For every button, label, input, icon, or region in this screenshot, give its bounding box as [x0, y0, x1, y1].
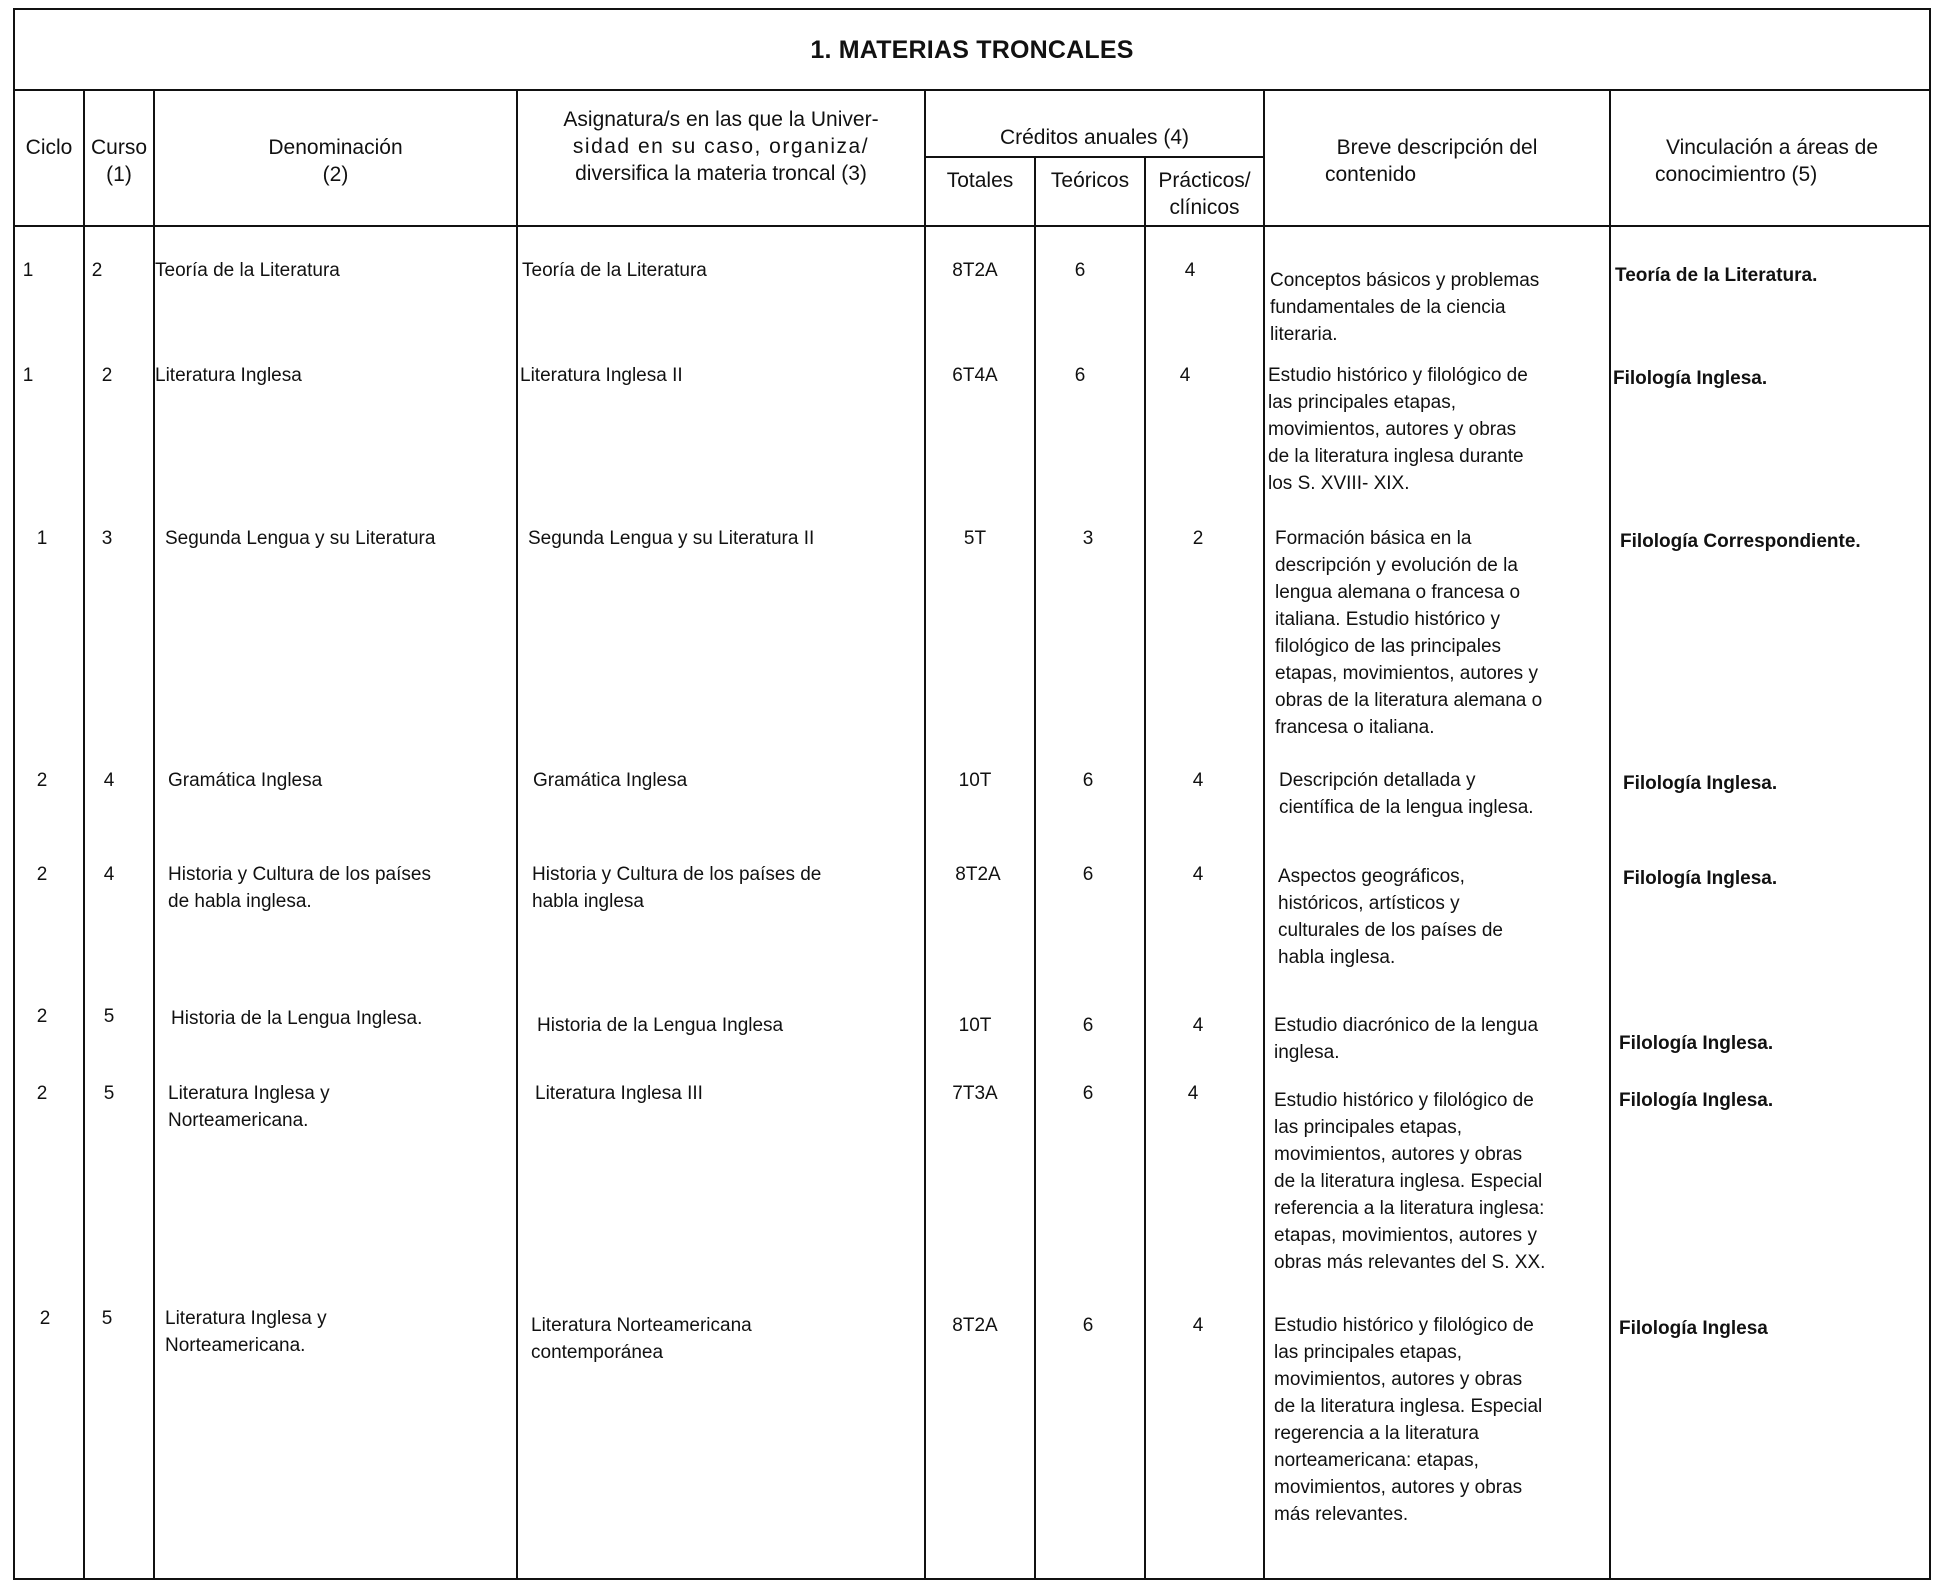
- cell-teoricos: 6: [1074, 260, 1086, 281]
- cell-denominacion: [155, 362, 302, 389]
- cell-line: Literatura Inglesa y: [168, 1083, 330, 1104]
- cell-line: regerencia a la literatura: [1274, 1423, 1479, 1444]
- title-divider: [15, 89, 1929, 91]
- cell-line: los S. XVIII- XIX.: [1268, 473, 1410, 494]
- cell-ciclo: 2: [39, 1308, 51, 1329]
- header-totales: Totales: [946, 169, 1014, 192]
- header-ciclo-label: Ciclo: [25, 136, 73, 159]
- cell-line: Segunda Lengua y su Literatura: [165, 528, 436, 549]
- cell-line: las principales etapas,: [1274, 1117, 1462, 1138]
- creditos-subheader-divider: [924, 156, 1263, 158]
- cell-line: Literatura Inglesa III: [535, 1083, 703, 1104]
- cell-vinculacion: Filología Inglesa.: [1619, 1090, 1774, 1111]
- cell-vinculacion: Filología Inglesa.: [1623, 868, 1778, 889]
- cell-descripcion: [1274, 1087, 1604, 1276]
- cell-line: inglesa.: [1274, 1042, 1340, 1063]
- cell-asignatura: [533, 767, 687, 794]
- cell-totales: 5T: [963, 528, 987, 549]
- header-practicos: [1146, 167, 1263, 221]
- cell-line: italiana. Estudio histórico y: [1275, 609, 1500, 630]
- cell-line: Estudio histórico y filológico de: [1274, 1315, 1534, 1336]
- materias-troncales-table: [13, 8, 1931, 1580]
- header-descripcion: [1265, 134, 1609, 188]
- cell-teoricos: 6: [1082, 1015, 1094, 1036]
- cell-line: Teoría de la Literatura: [155, 260, 340, 281]
- cell-line: habla inglesa: [532, 891, 644, 912]
- cell-curso: 5: [103, 1006, 115, 1027]
- cell-totales: 7T3A: [952, 1083, 998, 1104]
- cell-line: movimientos, autores y obras: [1274, 1369, 1523, 1390]
- cell-practicos: 4: [1192, 1015, 1204, 1036]
- column-divider: [83, 89, 85, 1578]
- cell-line: Norteamericana.: [165, 1335, 306, 1356]
- cell-line: Literatura Inglesa II: [520, 365, 683, 386]
- cell-teoricos: 6: [1082, 864, 1094, 885]
- cell-ciclo: 1: [22, 365, 34, 386]
- cell-descripcion: [1274, 1012, 1604, 1066]
- cell-line: movimientos, autores y obras: [1274, 1144, 1523, 1165]
- cell-practicos: 4: [1192, 864, 1204, 885]
- cell-asignatura: [532, 861, 821, 915]
- cell-denominacion: [171, 1005, 422, 1032]
- cell-ciclo: 2: [36, 1006, 48, 1027]
- column-divider: [924, 89, 926, 1578]
- column-divider: [1144, 156, 1146, 1578]
- cell-line: Literatura Inglesa y: [165, 1308, 327, 1329]
- cell-line: obras de la literatura alemana o: [1275, 690, 1543, 711]
- cell-line: Estudio histórico y filológico de: [1274, 1090, 1534, 1111]
- cell-teoricos: 6: [1082, 770, 1094, 791]
- header-descripcion-line: contenido: [1325, 163, 1417, 186]
- cell-line: Gramática Inglesa: [533, 770, 688, 791]
- cell-descripcion: [1275, 525, 1605, 741]
- cell-line: Estudio diacrónico de la lengua: [1274, 1015, 1539, 1036]
- cell-asignatura: [531, 1312, 752, 1366]
- cell-line: Teoría de la Literatura: [522, 260, 707, 281]
- cell-line: etapas, movimientos, autores y: [1274, 1225, 1537, 1246]
- header-teoricos: Teóricos: [1050, 169, 1130, 192]
- header-denominacion: [155, 134, 516, 188]
- header-asignatura: [518, 106, 924, 187]
- cell-vinculacion: Teoría de la Literatura.: [1615, 265, 1818, 286]
- header-vinculacion: [1611, 134, 1933, 188]
- cell-totales: 6T4A: [952, 365, 998, 386]
- header-asignatura-line: sidad en su caso, organiza/: [572, 135, 870, 158]
- cell-line: contemporánea: [531, 1342, 664, 1363]
- cell-line: obras más relevantes del S. XX.: [1274, 1252, 1546, 1273]
- cell-curso: 4: [103, 770, 115, 791]
- cell-line: literaria.: [1270, 324, 1338, 345]
- cell-denominacion: [165, 1305, 327, 1359]
- cell-line: movimientos, autores y obras: [1268, 419, 1517, 440]
- cell-denominacion: [165, 525, 435, 552]
- cell-descripcion: [1270, 267, 1600, 348]
- cell-vinculacion: Filología Inglesa.: [1619, 1033, 1774, 1054]
- header-vinculacion-line: conocimientro (5): [1655, 163, 1818, 186]
- cell-line: científica de la lengua inglesa.: [1279, 797, 1534, 818]
- cell-ciclo: 1: [36, 528, 48, 549]
- cell-line: más relevantes.: [1274, 1504, 1409, 1525]
- cell-line: habla inglesa.: [1278, 947, 1396, 968]
- cell-totales: 8T2A: [952, 260, 998, 281]
- cell-line: Segunda Lengua y su Literatura II: [528, 528, 815, 549]
- cell-denominacion: [168, 1080, 330, 1134]
- cell-ciclo: 2: [36, 770, 48, 791]
- cell-curso: 5: [103, 1083, 115, 1104]
- cell-line: Aspectos geográficos,: [1278, 866, 1465, 887]
- cell-asignatura: [537, 1012, 783, 1039]
- cell-teoricos: 6: [1082, 1315, 1094, 1336]
- cell-descripcion: [1268, 362, 1598, 497]
- cell-teoricos: 3: [1082, 528, 1094, 549]
- cell-line: Estudio histórico y filológico de: [1268, 365, 1528, 386]
- header-vinculacion-line: Vinculación a áreas de: [1665, 136, 1879, 159]
- header-descripcion-line: Breve descripción del: [1336, 136, 1538, 159]
- cell-denominacion: [155, 257, 340, 284]
- cell-line: etapas, movimientos, autores y: [1275, 663, 1538, 684]
- cell-vinculacion: Filología Inglesa.: [1613, 368, 1768, 389]
- cell-teoricos: 6: [1082, 1083, 1094, 1104]
- cell-practicos: 4: [1187, 1083, 1199, 1104]
- cell-line: Norteamericana.: [168, 1110, 309, 1131]
- cell-line: filológico de las principales: [1275, 636, 1502, 657]
- cell-curso: 2: [91, 260, 103, 281]
- cell-line: de habla inglesa.: [168, 891, 312, 912]
- cell-teoricos: 6: [1074, 365, 1086, 386]
- cell-vinculacion: Filología Inglesa.: [1623, 773, 1778, 794]
- cell-line: de la literatura inglesa durante: [1268, 446, 1524, 467]
- cell-totales: 8T2A: [955, 864, 1001, 885]
- cell-vinculacion: Filología Inglesa: [1619, 1318, 1768, 1339]
- header-denominacion-note: (2): [322, 163, 349, 186]
- cell-curso: 4: [103, 864, 115, 885]
- cell-totales: 10T: [958, 770, 992, 791]
- header-denominacion-label: Denominación: [268, 136, 403, 159]
- cell-line: las principales etapas,: [1268, 392, 1456, 413]
- cell-practicos: 4: [1192, 1315, 1204, 1336]
- cell-line: norteamericana: etapas,: [1274, 1450, 1479, 1471]
- cell-curso: 3: [101, 528, 113, 549]
- cell-vinculacion: Filología Correspondiente.: [1620, 531, 1861, 552]
- cell-practicos: 4: [1184, 260, 1196, 281]
- cell-curso: 2: [101, 365, 113, 386]
- cell-ciclo: 2: [36, 864, 48, 885]
- header-curso-label: Curso: [90, 136, 148, 159]
- header-practicos-line: Prácticos/: [1158, 169, 1251, 192]
- cell-line: Conceptos básicos y problemas: [1270, 270, 1540, 291]
- cell-line: descripción y evolución de la: [1275, 555, 1518, 576]
- cell-ciclo: 2: [36, 1083, 48, 1104]
- cell-line: Formación básica en la: [1275, 528, 1472, 549]
- cell-denominacion: [168, 767, 322, 794]
- cell-totales: 8T2A: [952, 1315, 998, 1336]
- cell-line: fundamentales de la ciencia: [1270, 297, 1506, 318]
- cell-line: Historia y Cultura de los países: [168, 864, 431, 885]
- header-curso-note: (1): [106, 163, 132, 186]
- cell-denominacion: [168, 861, 431, 915]
- cell-asignatura: [535, 1080, 703, 1107]
- column-divider: [1609, 89, 1611, 1578]
- cell-line: Literatura Norteamericana: [531, 1315, 752, 1336]
- header-curso: [85, 134, 153, 188]
- column-divider: [153, 89, 155, 1578]
- cell-line: francesa o italiana.: [1275, 717, 1435, 738]
- cell-asignatura: [528, 525, 814, 552]
- header-asignatura-line: diversifica la materia troncal (3): [575, 162, 867, 185]
- cell-line: movimientos, autores y obras: [1274, 1477, 1523, 1498]
- cell-line: de la literatura inglesa. Especial: [1274, 1396, 1543, 1417]
- header-creditos: Créditos anuales (4): [999, 126, 1190, 149]
- cell-asignatura: [520, 362, 683, 389]
- cell-line: Historia de la Lengua Inglesa.: [171, 1008, 423, 1029]
- cell-totales: 10T: [958, 1015, 992, 1036]
- column-divider: [1034, 156, 1036, 1578]
- cell-practicos: 2: [1192, 528, 1204, 549]
- column-divider: [1263, 89, 1265, 1578]
- header-ciclo: [15, 134, 83, 161]
- cell-line: de la literatura inglesa. Especial: [1274, 1171, 1543, 1192]
- header-asignatura-line: Asignatura/s en las que la Univer-: [563, 108, 879, 131]
- cell-line: lengua alemana o francesa o: [1275, 582, 1521, 603]
- cell-asignatura: [522, 257, 707, 284]
- cell-line: culturales de los países de: [1278, 920, 1503, 941]
- cell-line: Historia y Cultura de los países de: [532, 864, 822, 885]
- cell-descripcion: [1278, 863, 1608, 971]
- cell-descripcion: [1274, 1312, 1604, 1528]
- cell-line: las principales etapas,: [1274, 1342, 1462, 1363]
- cell-descripcion: [1279, 767, 1609, 821]
- table-title: 1. MATERIAS TRONCALES: [810, 36, 1134, 64]
- cell-line: históricos, artísticos y: [1278, 893, 1460, 914]
- header-divider: [15, 225, 1929, 227]
- cell-line: Descripción detallada y: [1279, 770, 1476, 791]
- header-practicos-line: clínicos: [1169, 196, 1240, 219]
- cell-line: referencia a la literatura inglesa:: [1274, 1198, 1545, 1219]
- cell-practicos: 4: [1192, 770, 1204, 791]
- cell-curso: 5: [101, 1308, 113, 1329]
- cell-practicos: 4: [1179, 365, 1191, 386]
- column-divider: [516, 89, 518, 1578]
- cell-line: Gramática Inglesa: [168, 770, 323, 791]
- cell-line: Literatura Inglesa: [155, 365, 302, 386]
- cell-ciclo: 1: [22, 260, 34, 281]
- cell-line: Historia de la Lengua Inglesa: [537, 1015, 784, 1036]
